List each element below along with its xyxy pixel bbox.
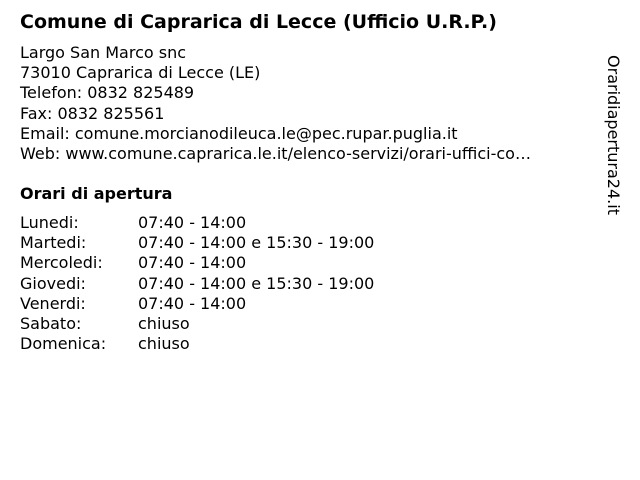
phone-number: Telefon: 0832 825489 (20, 83, 195, 103)
day-label: Venerdi: (20, 293, 86, 313)
day-label: Sabato: (20, 313, 82, 333)
time-value: chiuso (138, 334, 190, 354)
website-url: Web: www.comune.caprarica.le.it/elenco-servizi/orari-uffici-co… (20, 143, 531, 163)
site-watermark: Oraridiapertura24.it (604, 55, 623, 215)
time-value: 07:40 - 14:00 e 15:30 - 19:00 (138, 273, 375, 293)
time-value: 07:40 - 14:00 (138, 213, 247, 232)
email-address: Email: comune.morcianodileuca.le@pec.rupar.puglia.it (20, 123, 458, 143)
address-street: Largo San Marco snc (20, 43, 187, 62)
address-city: 73010 Caprarica di Lecce (LE) (20, 63, 261, 83)
opening-hours-heading: Orari di apertura (20, 184, 173, 203)
time-value: 07:40 - 14:00 e 15:30 - 19:00 (138, 233, 375, 253)
day-label: Lunedi: (20, 213, 79, 232)
day-label: Martedi: (20, 233, 87, 253)
fax-number: Fax: 0832 825561 (20, 103, 165, 123)
time-value: chiuso (138, 313, 190, 333)
page-title: Comune di Caprarica di Lecce (Ufficio U.R.P.) (20, 11, 497, 33)
contact-block (20, 43, 531, 164)
time-value: 07:40 - 14:00 (138, 253, 247, 273)
time-value: 07:40 - 14:00 (138, 293, 247, 313)
day-label: Domenica: (20, 334, 107, 354)
day-label: Giovedi: (20, 273, 86, 293)
day-label: Mercoledi: (20, 253, 103, 273)
